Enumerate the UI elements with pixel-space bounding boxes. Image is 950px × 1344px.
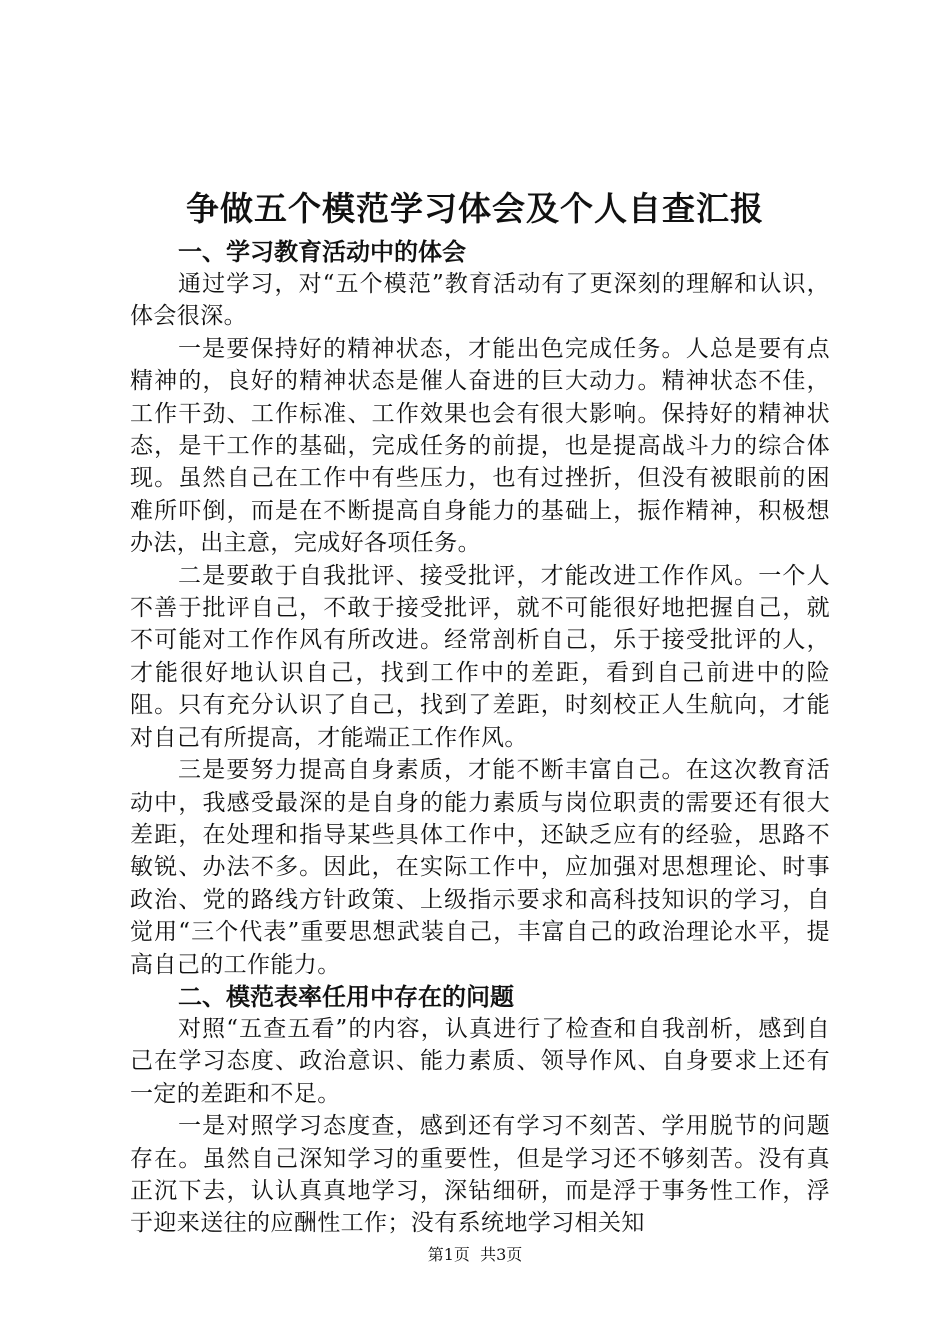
- page-number: 第1页: [427, 1245, 470, 1264]
- page-footer: [0, 1244, 950, 1266]
- page-total: 共3页: [480, 1245, 523, 1264]
- page-title: 争做五个模范学习体会及个人自查汇报: [186, 189, 764, 228]
- paragraph: 三是要努力提高自身素质，才能不断丰富自己。在这次教育活动中，我感受最深的是自身的能力素质与岗位职责的需要还有很大差距，在处理和指导某些具体工作中，还缺乏应有的经验，思路不敏锐、办法不多。因此，在实际工作中，应加强对思想理论、时事政治、党的路线方针政策、上级指示要求和高科技知识的学习，自觉用“三个代表”重要思想武装自己，丰富自己的政治理论水平，提高自己的工作能力。: [130, 757, 830, 978]
- paragraph: 一是对照学习态度查，感到还有学习不刻苦、学用脱节的问题存在。虽然自己深知学习的重要性，但是学习还不够刻苦。没有真正沉下去，认认真真地学习，深钻细研，而是浮于事务性工作，浮于迎来送往的应酬性工作；没有系统地学习相关知: [130, 1113, 830, 1237]
- section-heading: 一、学习教育活动中的体会: [178, 238, 466, 266]
- document-body: [130, 236, 830, 1240]
- paragraph: 通过学习，对“五个模范”教育活动有了更深刻的理解和认识，体会很深。: [130, 271, 830, 330]
- section-heading: 二、模范表率任用中存在的问题: [178, 982, 514, 1011]
- paragraph: 二是要敢于自我批评、接受批评，才能改进工作作风。一个人不善于批评自己，不敢于接受批评，就不可能很好地把握自己，就不可能对工作作风有所改进。经常剖析自己，乐于接受批评的人，才能很好地认识自己，找到工作中的差距，看到自己前进中的险阻。只有充分认识了自己，找到了差距，时刻校正人生航向，才能对自己有所提高，才能端正工作作风。: [130, 562, 830, 751]
- paragraph: 对照“五查五看”的内容，认真进行了检查和自我剖析，感到自己在学习态度、政治意识、能力素质、领导作风、自身要求上还有一定的差距和不足。: [130, 1015, 830, 1107]
- paragraph: 一是要保持好的精神状态，才能出色完成任务。人总是要有点精神的，良好的精神状态是催人奋进的巨大动力。精神状态不佳，工作干劲、工作标准、工作效果也会有很大影响。保持好的精神状态，是干工作的基础，完成任务的前提，也是提高战斗力的综合体现。虽然自己在工作中有些压力，也有过挫折，但没有被眼前的困难所吓倒，而是在不断提高自身能力的基础上，振作精神，积极想办法，出主意，完成好各项任务。: [130, 335, 830, 557]
